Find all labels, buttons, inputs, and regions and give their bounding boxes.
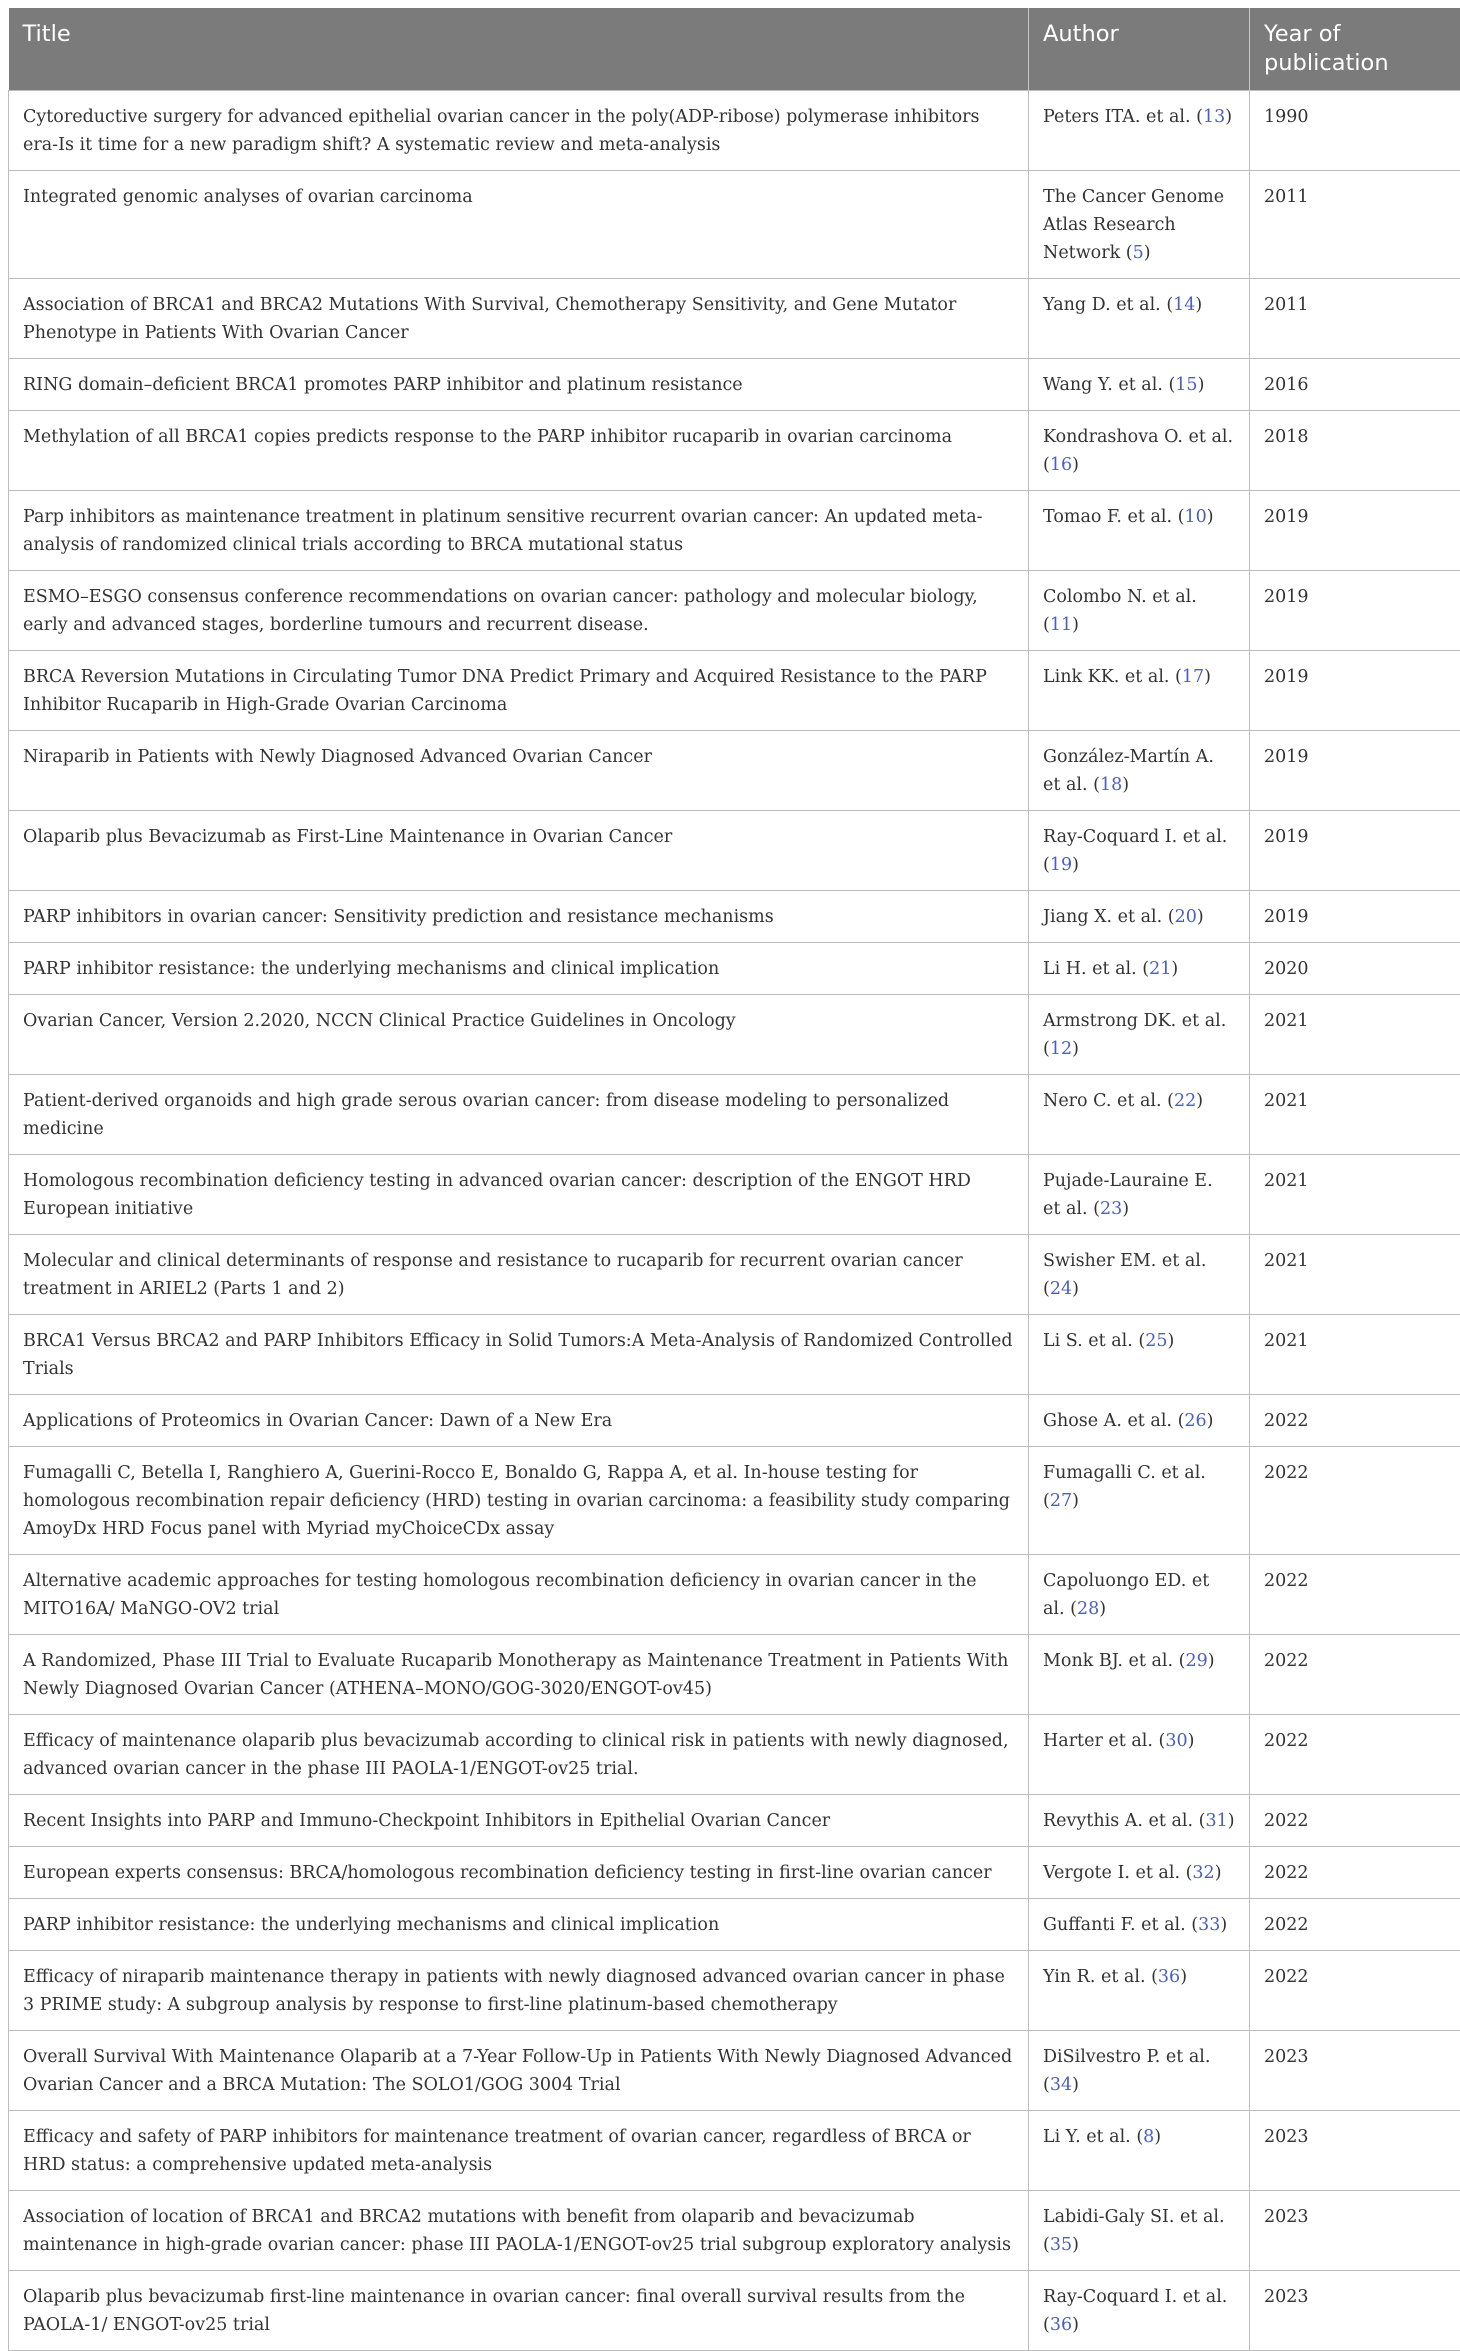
cell-title: Molecular and clinical determinants of response and resistance to rucaparib for recurrent ovarian cancer treatment in ARIEL2 (Parts 1 and 2) xyxy=(9,1235,1029,1315)
author-name: The Cancer Genome Atlas Research Network xyxy=(1043,187,1224,263)
table-row xyxy=(9,1447,1460,1555)
cell-author: The Cancer Genome Atlas Research Network (5) xyxy=(1029,171,1250,279)
cell-title: PARP inhibitor resistance: the underlying mechanisms and clinical implication xyxy=(9,1899,1029,1951)
column-header-title: Title xyxy=(9,8,1029,91)
table-row xyxy=(9,891,1460,943)
table-row xyxy=(9,1315,1460,1395)
cell-year: 2018 xyxy=(1250,411,1460,491)
table-row xyxy=(9,1715,1460,1795)
table-row xyxy=(9,2191,1460,2271)
author-name: Tomao F. et al. xyxy=(1043,507,1172,527)
reference-link[interactable]: 25 xyxy=(1145,1331,1167,1351)
cell-title: BRCA1 Versus BRCA2 and PARP Inhibitors Efficacy in Solid Tumors:A Meta-Analysis of Randomized Controlled Trials xyxy=(9,1315,1029,1395)
table-row xyxy=(9,943,1460,995)
cell-title: ESMO–ESGO consensus conference recommendations on ovarian cancer: pathology and molecular biology, early and advanced stages, borderline tumours and recurrent disease. xyxy=(9,571,1029,651)
author-name: Colombo N. et al. xyxy=(1043,587,1197,607)
author-name: Kondrashova O. et al. xyxy=(1043,427,1233,447)
cell-year: 2021 xyxy=(1250,1075,1460,1155)
reference-link[interactable]: 8 xyxy=(1143,2127,1154,2147)
cell-title: Niraparib in Patients with Newly Diagnosed Advanced Ovarian Cancer xyxy=(9,731,1029,811)
cell-author: Li S. et al. (25) xyxy=(1029,1315,1250,1395)
cell-year: 2022 xyxy=(1250,1847,1460,1899)
cell-author: Harter et al. (30) xyxy=(1029,1715,1250,1795)
author-name: Wang Y. et al. xyxy=(1043,375,1163,395)
column-header-year: Year of publication xyxy=(1250,8,1460,91)
cell-year: 2023 xyxy=(1250,2271,1460,2351)
cell-author: Swisher EM. et al. (24) xyxy=(1029,1235,1250,1315)
author-name: Li Y. et al. xyxy=(1043,2127,1131,2147)
table-row xyxy=(9,571,1460,651)
table-row xyxy=(9,1235,1460,1315)
reference-link[interactable]: 30 xyxy=(1165,1731,1187,1751)
cell-year: 2022 xyxy=(1250,1635,1460,1715)
table-row xyxy=(9,171,1460,279)
reference-link[interactable]: 15 xyxy=(1175,375,1197,395)
reference-link[interactable]: 24 xyxy=(1050,1279,1072,1299)
cell-author: Yang D. et al. (14) xyxy=(1029,279,1250,359)
author-name: DiSilvestro P. et al. xyxy=(1043,2047,1210,2067)
cell-author: Li Y. et al. (8) xyxy=(1029,2111,1250,2191)
cell-title: Patient-derived organoids and high grade serous ovarian cancer: from disease modeling to personalized medicine xyxy=(9,1075,1029,1155)
reference-link[interactable]: 27 xyxy=(1050,1491,1072,1511)
cell-author: Link KK. et al. (17) xyxy=(1029,651,1250,731)
author-name: Nero C. et al. xyxy=(1043,1091,1162,1111)
cell-year: 2023 xyxy=(1250,2031,1460,2111)
cell-author: Fumagalli C. et al. (27) xyxy=(1029,1447,1250,1555)
reference-link[interactable]: 35 xyxy=(1050,2235,1072,2255)
cell-author: González-Martín A. et al. (18) xyxy=(1029,731,1250,811)
reference-link[interactable]: 16 xyxy=(1050,455,1072,475)
cell-year: 2021 xyxy=(1250,995,1460,1075)
cell-author: Colombo N. et al. (11) xyxy=(1029,571,1250,651)
author-name: Vergote I. et al. xyxy=(1043,1863,1180,1883)
cell-year: 2011 xyxy=(1250,279,1460,359)
author-name: Revythis A. et al. xyxy=(1043,1811,1193,1831)
cell-title: Olaparib plus bevacizumab first-line maintenance in ovarian cancer: final overall survival results from the PAOLA-1/ ENGOT-ov25 trial xyxy=(9,2271,1029,2351)
cell-title: Association of location of BRCA1 and BRCA2 mutations with benefit from olaparib and bevacizumab maintenance in high-grade ovarian cancer: phase III PAOLA-1/ENGOT-ov25 trial subgroup exploratory analysis xyxy=(9,2191,1029,2271)
reference-link[interactable]: 21 xyxy=(1149,959,1171,979)
table-row xyxy=(9,1795,1460,1847)
reference-link[interactable]: 28 xyxy=(1077,1599,1099,1619)
cell-year: 2022 xyxy=(1250,1899,1460,1951)
reference-link[interactable]: 36 xyxy=(1050,2315,1072,2335)
cell-year: 2021 xyxy=(1250,1235,1460,1315)
cell-author: Peters ITA. et al. (13) xyxy=(1029,91,1250,171)
author-name: Harter et al. xyxy=(1043,1731,1153,1751)
cell-title: Recent Insights into PARP and Immuno-Checkpoint Inhibitors in Epithelial Ovarian Cancer xyxy=(9,1795,1029,1847)
cell-year: 2022 xyxy=(1250,1395,1460,1447)
table-row xyxy=(9,359,1460,411)
cell-title: PARP inhibitors in ovarian cancer: Sensitivity prediction and resistance mechanisms xyxy=(9,891,1029,943)
author-name: González-Martín A. et al. xyxy=(1043,747,1214,795)
cell-year: 2022 xyxy=(1250,1715,1460,1795)
reference-link[interactable]: 14 xyxy=(1173,295,1195,315)
reference-link[interactable]: 20 xyxy=(1175,907,1197,927)
cell-year: 2022 xyxy=(1250,1555,1460,1635)
cell-year: 2021 xyxy=(1250,1155,1460,1235)
cell-year: 2019 xyxy=(1250,811,1460,891)
author-name: Yang D. et al. xyxy=(1043,295,1161,315)
cell-author: Ghose A. et al. (26) xyxy=(1029,1395,1250,1447)
cell-author: Nero C. et al. (22) xyxy=(1029,1075,1250,1155)
author-name: Li S. et al. xyxy=(1043,1331,1133,1351)
reference-link[interactable]: 10 xyxy=(1184,507,1206,527)
reference-link[interactable]: 12 xyxy=(1050,1039,1072,1059)
cell-author: Yin R. et al. (36) xyxy=(1029,1951,1250,2031)
author-name: Guffanti F. et al. xyxy=(1043,1915,1186,1935)
cell-year: 1990 xyxy=(1250,91,1460,171)
cell-title: Efficacy and safety of PARP inhibitors for maintenance treatment of ovarian cancer, regardless of BRCA or HRD status: a comprehensive updated meta-analysis xyxy=(9,2111,1029,2191)
cell-author: DiSilvestro P. et al. (34) xyxy=(1029,2031,1250,2111)
cell-author: Tomao F. et al. (10) xyxy=(1029,491,1250,571)
reference-link[interactable]: 11 xyxy=(1050,615,1072,635)
reference-link[interactable]: 31 xyxy=(1205,1811,1227,1831)
cell-title: European experts consensus: BRCA/homologous recombination deficiency testing in first-line ovarian cancer xyxy=(9,1847,1029,1899)
cell-year: 2019 xyxy=(1250,651,1460,731)
cell-title: Ovarian Cancer, Version 2.2020, NCCN Clinical Practice Guidelines in Oncology xyxy=(9,995,1029,1075)
reference-link[interactable]: 32 xyxy=(1192,1863,1214,1883)
cell-author: Labidi-Galy SI. et al. (35) xyxy=(1029,2191,1250,2271)
cell-title: A Randomized, Phase III Trial to Evaluate Rucaparib Monotherapy as Maintenance Treatment in Patients With Newly Diagnosed Ovarian Cancer (ATHENA–MONO/GOG-3020/ENGOT-ov45) xyxy=(9,1635,1029,1715)
cell-title: Efficacy of niraparib maintenance therapy in patients with newly diagnosed advanced ovarian cancer in phase 3 PRIME study: A subgroup analysis by response to first-line platinum-based chemotherapy xyxy=(9,1951,1029,2031)
table-row xyxy=(9,2271,1460,2351)
author-name: Fumagalli C. et al. xyxy=(1043,1463,1206,1483)
cell-title: Fumagalli C, Betella I, Ranghiero A, Guerini-Rocco E, Bonaldo G, Rappa A, et al. In-house testing for homologous recombination repair deficiency (HRD) testing in ovarian carcinoma: a feasibility study comparing AmoyDx HRD Focus panel with Myriad myChoiceCDx assay xyxy=(9,1447,1029,1555)
reference-link[interactable]: 33 xyxy=(1198,1915,1220,1935)
cell-title: Olaparib plus Bevacizumab as First-Line Maintenance in Ovarian Cancer xyxy=(9,811,1029,891)
table-row xyxy=(9,491,1460,571)
cell-year: 2019 xyxy=(1250,731,1460,811)
cell-title: Association of BRCA1 and BRCA2 Mutations With Survival, Chemotherapy Sensitivity, and Gene Mutator Phenotype in Patients With Ovarian Cancer xyxy=(9,279,1029,359)
table-row xyxy=(9,651,1460,731)
reference-link[interactable]: 34 xyxy=(1050,2075,1072,2095)
cell-author: Guffanti F. et al. (33) xyxy=(1029,1899,1250,1951)
author-name: Armstrong DK. et al. xyxy=(1043,1011,1226,1031)
cell-title: BRCA Reversion Mutations in Circulating Tumor DNA Predict Primary and Acquired Resistance to the PARP Inhibitor Rucaparib in High-Grade Ovarian Carcinoma xyxy=(9,651,1029,731)
cell-title: Parp inhibitors as maintenance treatment in platinum sensitive recurrent ovarian cancer: An updated meta-analysis of randomized clinical trials according to BRCA mutational status xyxy=(9,491,1029,571)
author-name: Ray-Coquard I. et al. xyxy=(1043,827,1227,847)
author-name: Labidi-Galy SI. et al. xyxy=(1043,2207,1225,2227)
table-row xyxy=(9,731,1460,811)
table-row xyxy=(9,1899,1460,1951)
cell-year: 2021 xyxy=(1250,1315,1460,1395)
cell-year: 2023 xyxy=(1250,2191,1460,2271)
author-name: Pujade-Lauraine E. et al. xyxy=(1043,1171,1213,1219)
author-name: Ghose A. et al. xyxy=(1043,1411,1172,1431)
table-row xyxy=(9,1155,1460,1235)
table-row xyxy=(9,811,1460,891)
cell-year: 2011 xyxy=(1250,171,1460,279)
cell-year: 2022 xyxy=(1250,1795,1460,1847)
table-row xyxy=(9,1847,1460,1899)
table-row xyxy=(9,411,1460,491)
reference-link[interactable]: 13 xyxy=(1203,107,1225,127)
cell-title: Efficacy of maintenance olaparib plus bevacizumab according to clinical risk in patients with newly diagnosed, advanced ovarian cancer in the phase III PAOLA-1/ENGOT-ov25 trial. xyxy=(9,1715,1029,1795)
author-name: Jiang X. et al. xyxy=(1043,907,1162,927)
table-row xyxy=(9,1951,1460,2031)
cell-title: Cytoreductive surgery for advanced epithelial ovarian cancer in the poly(ADP-ribose) polymerase inhibitors era-Is it time for a new paradigm shift? A systematic review and meta-analysis xyxy=(9,91,1029,171)
reference-link[interactable]: 5 xyxy=(1133,243,1144,263)
author-name: Swisher EM. et al. xyxy=(1043,1251,1206,1271)
table-row xyxy=(9,1075,1460,1155)
reference-link[interactable]: 29 xyxy=(1185,1651,1207,1671)
reference-link[interactable]: 36 xyxy=(1158,1967,1180,1987)
author-name: Link KK. et al. xyxy=(1043,667,1169,687)
cell-title: Homologous recombination deficiency testing in advanced ovarian cancer: description of the ENGOT HRD European initiative xyxy=(9,1155,1029,1235)
cell-title: Applications of Proteomics in Ovarian Cancer: Dawn of a New Era xyxy=(9,1395,1029,1447)
reference-link[interactable]: 17 xyxy=(1182,667,1204,687)
reference-link[interactable]: 22 xyxy=(1174,1091,1196,1111)
cell-author: Kondrashova O. et al. (16) xyxy=(1029,411,1250,491)
author-name: Li H. et al. xyxy=(1043,959,1137,979)
table-row xyxy=(9,2111,1460,2191)
reference-link[interactable]: 23 xyxy=(1100,1199,1122,1219)
reference-link[interactable]: 19 xyxy=(1050,855,1072,875)
cell-year: 2020 xyxy=(1250,943,1460,995)
cell-year: 2019 xyxy=(1250,491,1460,571)
reference-link[interactable]: 26 xyxy=(1184,1411,1206,1431)
cell-author: Monk BJ. et al. (29) xyxy=(1029,1635,1250,1715)
cell-author: Ray-Coquard I. et al. (19) xyxy=(1029,811,1250,891)
table-row xyxy=(9,91,1460,171)
reference-table xyxy=(8,8,1460,2351)
cell-author: Jiang X. et al. (20) xyxy=(1029,891,1250,943)
cell-title: RING domain–deficient BRCA1 promotes PARP inhibitor and platinum resistance xyxy=(9,359,1029,411)
author-name: Ray-Coquard I. et al. xyxy=(1043,2287,1227,2307)
table-header-row xyxy=(9,8,1460,91)
cell-year: 2022 xyxy=(1250,1951,1460,2031)
cell-author: Vergote I. et al. (32) xyxy=(1029,1847,1250,1899)
column-header-author: Author xyxy=(1029,8,1250,91)
cell-year: 2019 xyxy=(1250,891,1460,943)
table-body xyxy=(9,91,1460,2351)
cell-title: Overall Survival With Maintenance Olaparib at a 7-Year Follow-Up in Patients With Newly Diagnosed Advanced Ovarian Cancer and a BRCA Mutation: The SOLO1/GOG 3004 Trial xyxy=(9,2031,1029,2111)
author-name: Peters ITA. et al. xyxy=(1043,107,1191,127)
cell-title: PARP inhibitor resistance: the underlying mechanisms and clinical implication xyxy=(9,943,1029,995)
cell-author: Ray-Coquard I. et al. (36) xyxy=(1029,2271,1250,2351)
cell-author: Li H. et al. (21) xyxy=(1029,943,1250,995)
reference-table-container xyxy=(8,8,1460,2351)
cell-author: Revythis A. et al. (31) xyxy=(1029,1795,1250,1847)
cell-title: Integrated genomic analyses of ovarian carcinoma xyxy=(9,171,1029,279)
table-row xyxy=(9,2031,1460,2111)
author-name: Capoluongo ED. et al. xyxy=(1043,1571,1209,1619)
cell-author: Wang Y. et al. (15) xyxy=(1029,359,1250,411)
cell-author: Pujade-Lauraine E. et al. (23) xyxy=(1029,1155,1250,1235)
cell-title: Methylation of all BRCA1 copies predicts response to the PARP inhibitor rucaparib in ovarian carcinoma xyxy=(9,411,1029,491)
author-name: Monk BJ. et al. xyxy=(1043,1651,1173,1671)
table-row xyxy=(9,1635,1460,1715)
cell-title: Alternative academic approaches for testing homologous recombination deficiency in ovarian cancer in the MITO16A/ MaNGO-OV2 trial xyxy=(9,1555,1029,1635)
cell-year: 2019 xyxy=(1250,571,1460,651)
cell-year: 2023 xyxy=(1250,2111,1460,2191)
table-row xyxy=(9,1555,1460,1635)
author-name: Yin R. et al. xyxy=(1043,1967,1146,1987)
cell-author: Armstrong DK. et al. (12) xyxy=(1029,995,1250,1075)
cell-year: 2016 xyxy=(1250,359,1460,411)
cell-year: 2022 xyxy=(1250,1447,1460,1555)
cell-author: Capoluongo ED. et al. (28) xyxy=(1029,1555,1250,1635)
table-row xyxy=(9,1395,1460,1447)
reference-link[interactable]: 18 xyxy=(1100,775,1122,795)
table-row xyxy=(9,279,1460,359)
table-row xyxy=(9,995,1460,1075)
